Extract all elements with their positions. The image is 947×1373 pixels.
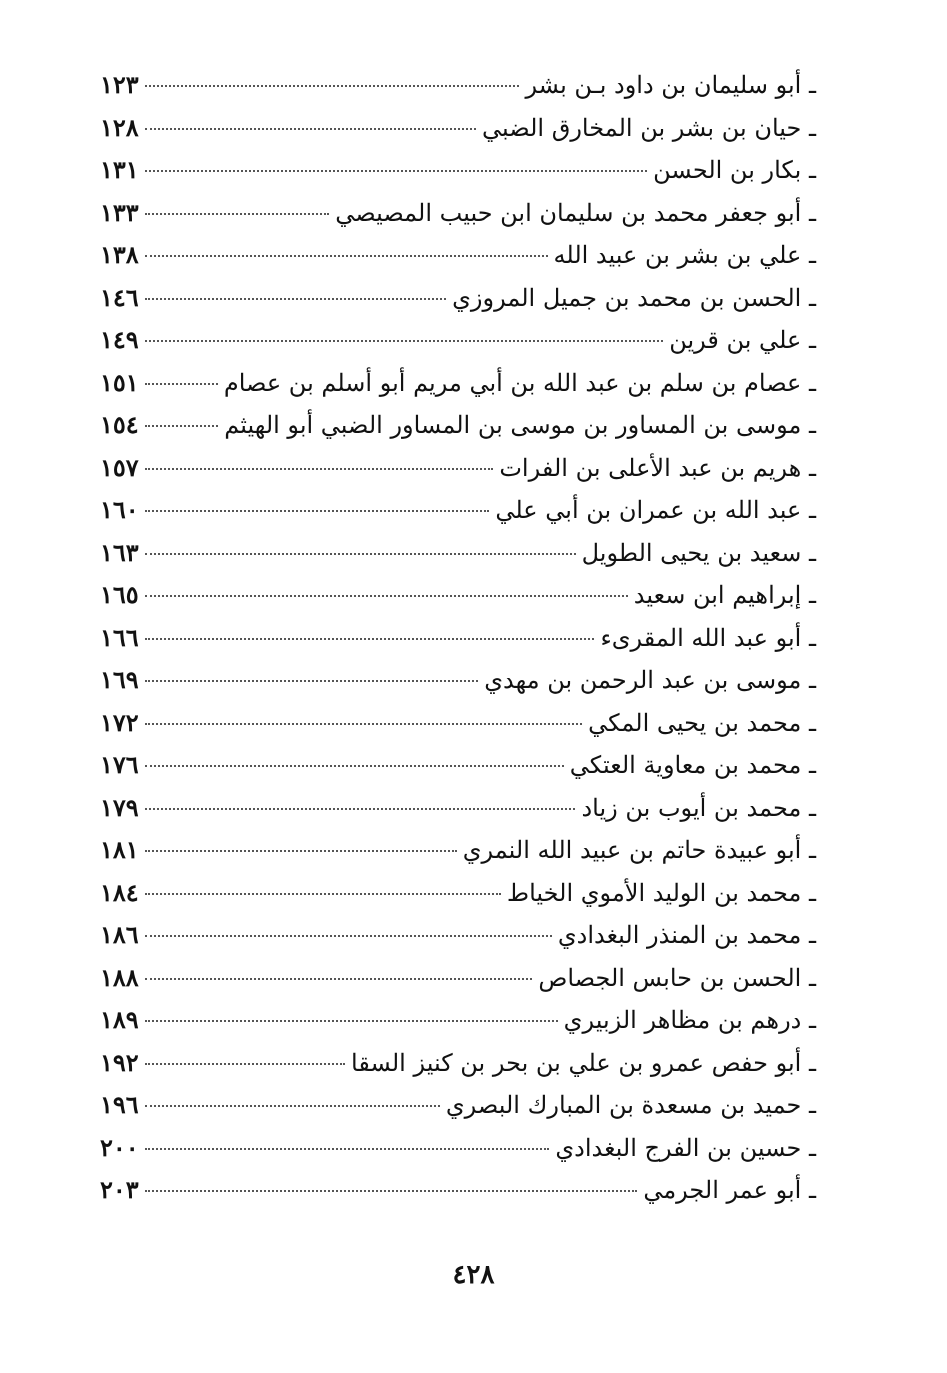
- toc-entry: [100, 1042, 816, 1085]
- dot-leader: [145, 213, 330, 215]
- toc-entry-page: ٢٠٠: [100, 1132, 139, 1162]
- toc-entry-title: ـ أبو عبد الله المقرىء: [600, 623, 816, 652]
- dot-leader: [145, 1063, 345, 1065]
- toc-entry-page: ١٩٦: [100, 1090, 139, 1119]
- toc-entry-page: ١٣٣: [100, 197, 139, 227]
- dot-leader: [145, 170, 647, 172]
- dot-leader: [145, 1190, 638, 1192]
- toc-entry: [100, 999, 816, 1042]
- dot-leader: [145, 723, 582, 725]
- toc-entry-title: ـ محمد بن يحيى المكي: [588, 708, 816, 737]
- toc-entry-title: ـ علي بن بشر بن عبيد الله: [553, 241, 816, 269]
- toc-entry: [100, 319, 816, 362]
- toc-entry: [100, 829, 816, 872]
- dot-leader: [145, 638, 595, 640]
- toc-entry: [100, 404, 816, 447]
- dot-leader: [145, 510, 490, 512]
- toc-entry-title: ـ الحسن بن محمد بن جميل المروزي: [452, 283, 816, 312]
- dot-leader: [145, 85, 520, 87]
- toc-entry-title: ـ حميد بن مسعدة بن المبارك البصري: [445, 1091, 816, 1119]
- toc-entry-page: ١٩٢: [100, 1047, 139, 1077]
- toc-entry: [100, 532, 816, 575]
- toc-entry-page: ١٤٩: [100, 325, 139, 354]
- toc-entry: [100, 744, 816, 787]
- dot-leader: [145, 893, 501, 895]
- toc-entry: [100, 1084, 816, 1127]
- toc-entry-page: ١٦٠: [100, 495, 139, 524]
- dot-leader: [145, 383, 218, 385]
- toc-entry: [100, 914, 816, 957]
- toc-entry-page: ١٨٩: [100, 1005, 139, 1034]
- dot-leader: [145, 1020, 558, 1022]
- toc-entry-title: ـ الحسن بن حابس الجصاص: [538, 963, 816, 992]
- toc-entry-page: ١٤٦: [100, 282, 139, 312]
- toc-entry-title: ـ حيان بن بشر بن المخارق الضبي: [482, 113, 816, 142]
- dot-leader: [145, 595, 628, 597]
- toc-entry-page: ١٥٧: [100, 452, 139, 482]
- toc-entry-page: ١٧٦: [100, 750, 139, 779]
- toc-entry-page: ١٨٤: [100, 877, 139, 907]
- dot-leader: [145, 765, 564, 767]
- dot-leader: [145, 298, 446, 300]
- dot-leader: [145, 553, 576, 555]
- toc-entry-title: ـ إبراهيم ابن سعيد: [633, 581, 816, 609]
- toc-entry-page: ١٧٢: [100, 707, 139, 737]
- toc-entry: [100, 149, 816, 192]
- toc-entry: [100, 64, 816, 107]
- toc-entry-title: ـ علي بن قرين: [669, 326, 816, 354]
- toc-entry-page: ١٢٣: [100, 70, 139, 99]
- dot-leader: [145, 1148, 550, 1150]
- dot-leader: [145, 468, 494, 470]
- toc-entry-title: ـ حسين بن الفرج البغدادي: [555, 1133, 816, 1162]
- toc-entry-title: ـ أبو حفص عمرو بن علي بن بحر بن كنيز السقا: [351, 1048, 816, 1077]
- dot-leader: [145, 128, 476, 130]
- toc-entry-title: ـ محمد بن أيوب بن زياد: [581, 793, 816, 822]
- toc-entry-title: ـ موسى بن المساور بن موسى بن المساور الضبي أبو الهيثم: [224, 411, 816, 439]
- toc-entry: [100, 574, 816, 617]
- toc-entry-title: ـ بكار بن الحسن: [653, 156, 816, 184]
- toc-entry: [100, 1127, 816, 1170]
- dot-leader: [145, 340, 664, 342]
- toc-entry-page: ١٦٩: [100, 665, 139, 694]
- toc-entry: [100, 447, 816, 490]
- dot-leader: [145, 978, 533, 980]
- toc-entry-title: ـ محمد بن معاوية العتكي: [569, 751, 816, 779]
- toc-entry-title: ـ أبو عبيدة حاتم بن عبيد الله النمري: [462, 836, 816, 864]
- toc-entry: [100, 617, 816, 660]
- toc-entry: [100, 489, 816, 532]
- page-number: ٤٢٨: [452, 1260, 495, 1290]
- dot-leader: [145, 808, 576, 810]
- toc-entry-page: ١٣٨: [100, 240, 139, 269]
- dot-leader: [145, 1105, 440, 1107]
- toc-entry-title: ـ محمد بن الوليد الأموي الخياط: [506, 878, 816, 907]
- toc-entry-page: ١٦٦: [100, 622, 139, 652]
- toc-entry: [100, 362, 816, 405]
- toc-entry-page: ١٨٦: [100, 920, 139, 949]
- toc-entry-page: ١٥٤: [100, 410, 139, 439]
- toc-entry-title: ـ أبو سليمان بن داود بـن بشر: [525, 71, 816, 99]
- toc-entry-title: ـ موسى بن عبد الرحمن بن مهدي: [484, 666, 816, 694]
- toc-entry-page: ١٨٨: [100, 962, 139, 992]
- toc-entry-title: ـ أبو عمر الجرمي: [643, 1176, 816, 1204]
- toc-entry: [100, 702, 816, 745]
- toc-entry-title: ـ هريم بن عبد الأعلى بن الفرات: [499, 453, 816, 482]
- table-of-contents: [100, 64, 816, 1212]
- toc-entry: [100, 872, 816, 915]
- toc-entry-title: ـ محمد بن المنذر البغدادي: [557, 921, 816, 949]
- dot-leader: [145, 255, 548, 257]
- dot-leader: [145, 850, 457, 852]
- dot-leader: [145, 680, 479, 682]
- toc-entry-title: ـ أبو جعفر محمد بن سليمان ابن حبيب المصيصي: [335, 198, 816, 227]
- toc-entry-title: ـ سعيد بن يحيى الطويل: [581, 538, 816, 567]
- toc-entry-title: ـ عصام بن سلم بن عبد الله بن أبي مريم أبو أسلم بن عصام: [223, 368, 816, 397]
- toc-entry-page: ١٢٨: [100, 112, 139, 142]
- toc-entry-title: ـ عبد الله بن عمران بن أبي علي: [495, 496, 816, 524]
- toc-entry-page: ١٧٩: [100, 792, 139, 822]
- toc-entry-page: ١٦٣: [100, 537, 139, 567]
- toc-entry-title: ـ درهم بن مظاهر الزبيري: [563, 1006, 816, 1034]
- dot-leader: [145, 935, 552, 937]
- toc-entry: [100, 659, 816, 702]
- toc-entry: [100, 787, 816, 830]
- toc-entry-page: ١٨١: [100, 835, 139, 864]
- toc-entry: [100, 277, 816, 320]
- toc-entry-page: ٢٠٣: [100, 1175, 139, 1204]
- toc-entry-page: ١٥١: [100, 367, 139, 397]
- toc-entry-page: ١٣١: [100, 155, 139, 184]
- toc-entry: [100, 957, 816, 1000]
- toc-entry-page: ١٦٥: [100, 580, 139, 609]
- toc-entry: [100, 192, 816, 235]
- toc-entry: [100, 1169, 816, 1212]
- toc-entry: [100, 234, 816, 277]
- toc-entry: [100, 107, 816, 150]
- dot-leader: [145, 425, 219, 427]
